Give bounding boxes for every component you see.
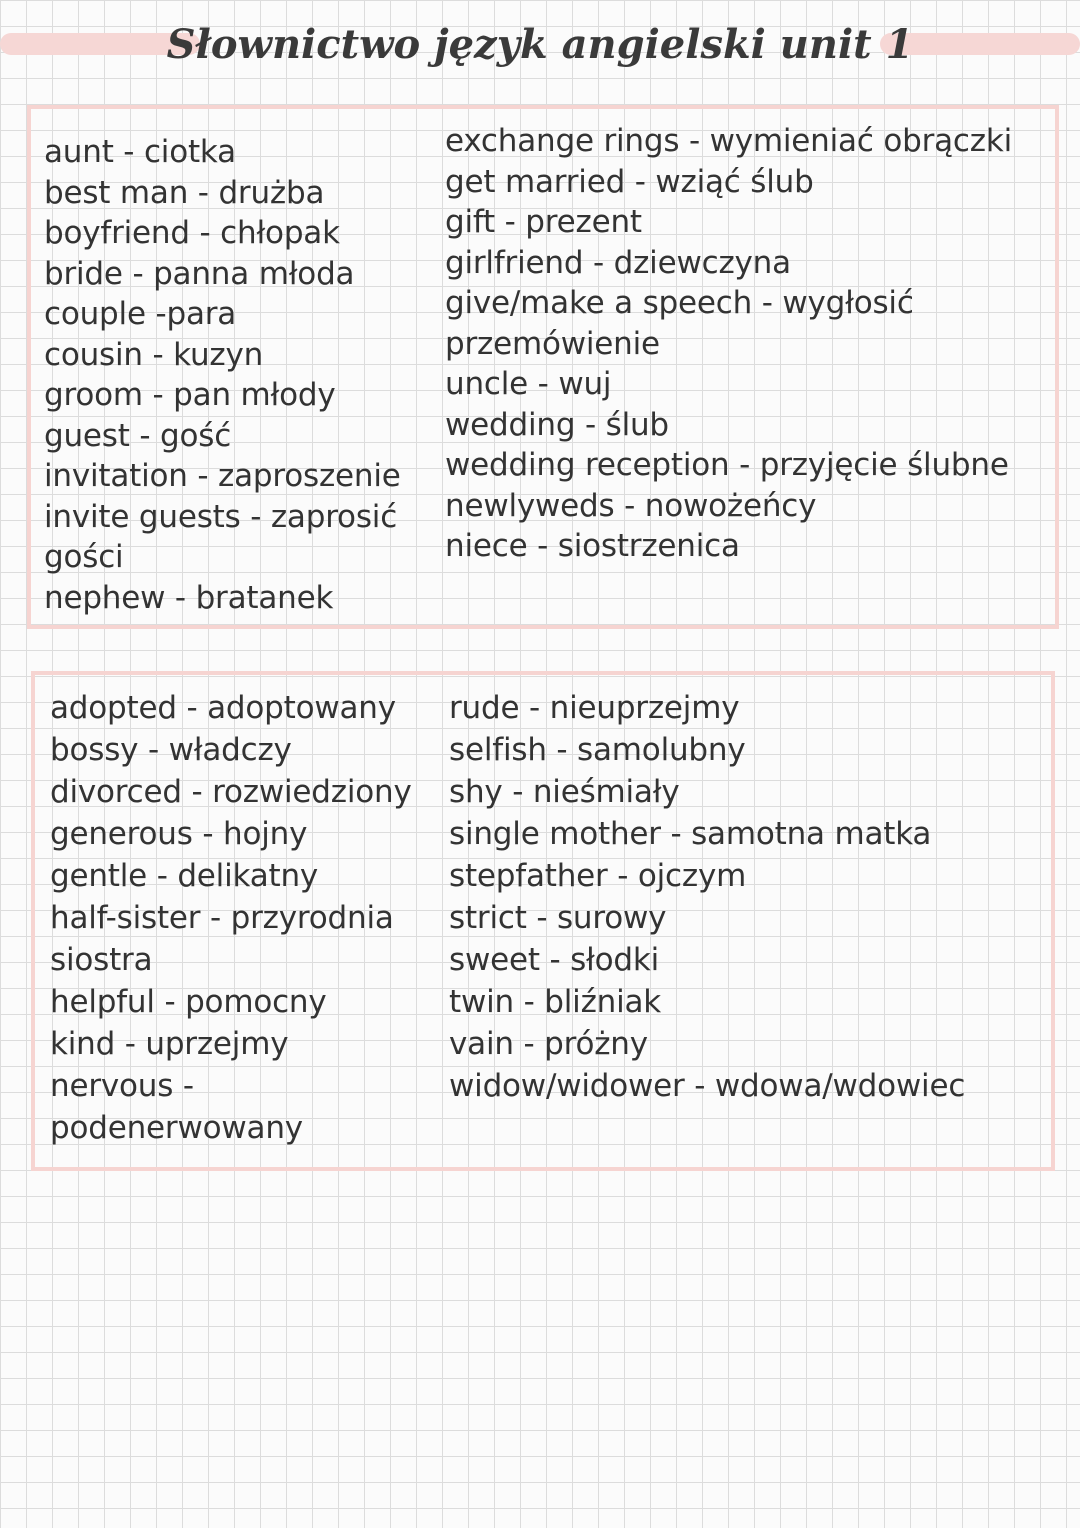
vocab-entry: niece - siostrzenica xyxy=(445,528,740,564)
vocab-box-family-wedding xyxy=(27,105,1059,629)
vocab-entry: shy - nieśmiały xyxy=(449,774,680,810)
vocab-entry: invite guests - zaprosić xyxy=(44,498,398,535)
page-title: Słownictwo język angielski unit 1 xyxy=(166,21,914,68)
vocab-entry: single mother - samotna matka xyxy=(449,816,932,852)
vocab-entry: stepfather - ojczym xyxy=(449,858,747,894)
vocab-entry: girlfriend - dziewczyna xyxy=(445,244,791,281)
vocab-entry: helpful - pomocny xyxy=(50,984,327,1020)
vocab-entry: podenerwowany xyxy=(50,1110,303,1146)
vocab-entry: gości xyxy=(44,539,124,575)
vocab-entry: get married - wziąć ślub xyxy=(445,163,814,200)
vocab-entry: best man - drużba xyxy=(44,174,325,211)
vocab-column-right xyxy=(445,121,1012,567)
vocab-entry: rude - nieuprzejmy xyxy=(449,690,740,726)
vocab-entry: gift - prezent xyxy=(445,204,642,240)
vocab-entry: wedding - ślub xyxy=(445,406,669,443)
vocab-entry: exchange rings - wymieniać obrączki xyxy=(445,123,1012,159)
vocab-entry: siostra xyxy=(50,942,153,978)
vocab-entry: kind - uprzejmy xyxy=(50,1026,289,1062)
vocab-column-left xyxy=(50,687,412,1149)
vocab-column-left xyxy=(44,132,401,618)
vocab-entry: aunt - ciotka xyxy=(44,134,236,170)
vocab-entry: nervous - xyxy=(50,1068,194,1104)
vocab-entry: sweet - słodki xyxy=(449,942,660,978)
vocab-entry: boyfriend - chłopak xyxy=(44,215,340,251)
vocab-entry: bossy - władczy xyxy=(50,732,292,768)
vocab-entry: twin - bliźniak xyxy=(449,984,662,1020)
vocab-entry: couple -para xyxy=(44,296,237,332)
vocab-entry: uncle - wuj xyxy=(445,366,612,402)
vocab-entry: nephew - bratanek xyxy=(44,579,334,616)
vocab-entry: invitation - zaproszenie xyxy=(44,458,401,494)
vocab-entry: strict - surowy xyxy=(449,900,667,936)
vocab-entry: guest - gość xyxy=(44,417,232,454)
vocab-entry: vain - próżny xyxy=(449,1026,648,1062)
vocab-entry: groom - pan młody xyxy=(44,377,336,413)
vocab-entry: widow/widower - wdowa/wdowiec xyxy=(449,1068,966,1104)
vocab-column-right xyxy=(449,687,965,1107)
vocab-entry: divorced - rozwiedziony xyxy=(50,774,412,810)
vocab-entry: cousin - kuzyn xyxy=(44,336,264,373)
vocab-entry: adopted - adoptowany xyxy=(50,690,396,726)
vocab-entry: gentle - delikatny xyxy=(50,858,319,894)
vocab-entry: wedding reception - przyjęcie ślubne xyxy=(445,447,1009,483)
vocab-box-personality xyxy=(31,671,1055,1171)
vocab-entry: give/make a speech - wygłosić xyxy=(445,285,914,321)
vocab-entry: newlyweds - nowożeńcy xyxy=(445,487,817,524)
vocab-entry: half-sister - przyrodnia xyxy=(50,900,394,936)
vocab-entry: generous - hojny xyxy=(50,816,308,852)
vocab-entry: przemówienie xyxy=(445,325,660,362)
vocab-entry: bride - panna młoda xyxy=(44,255,355,292)
vocab-entry: selfish - samolubny xyxy=(449,732,746,768)
